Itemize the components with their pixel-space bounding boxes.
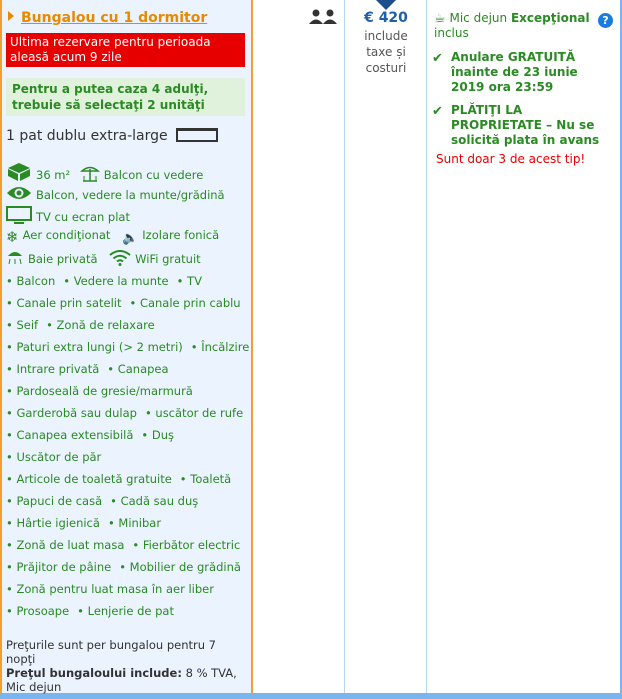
- double-bed-icon: [176, 128, 218, 142]
- bullet-icon: •: [77, 604, 88, 618]
- amenity-row: [6, 274, 210, 288]
- price-includes-value: 8 % TVA, Mic dejun: [6, 666, 237, 694]
- amenity-row: [6, 340, 257, 354]
- bullet-icon: •: [6, 604, 17, 618]
- amenity-label: Paturi extra lungi (> 2 metri): [16, 340, 183, 354]
- wifi-icon: [109, 250, 131, 266]
- snowflake-icon: ❄: [6, 228, 19, 246]
- amenity-label: Cadă sau duş: [120, 494, 199, 508]
- amenity-label: Minibar: [118, 516, 162, 530]
- amenity-row: [6, 538, 248, 552]
- room-title-link[interactable]: Bungalou cu 1 dormitor: [8, 10, 207, 26]
- amenity-label: Prăjitor de pâine: [16, 560, 112, 574]
- amenity-label: TV: [187, 274, 202, 288]
- amenity-label: Pardoseală de gresie/marmură: [16, 384, 193, 398]
- amenity-label: Hârtie igienică: [16, 516, 100, 530]
- amenity-label: Canale prin cablu: [139, 296, 241, 310]
- bullet-icon: •: [129, 296, 140, 310]
- amenity-label: Toaletă: [190, 472, 232, 486]
- amenity-item: [132, 538, 240, 552]
- amenity-row: [6, 450, 109, 464]
- amenity-label: Canale prin satelit: [16, 296, 122, 310]
- speaker-icon: 🔈: [122, 231, 139, 246]
- amenity-row: [6, 560, 249, 574]
- price-note: [6, 638, 246, 694]
- group-notice: Pentru a putea caza 4 adulţi, trebuie să selectaţi 2 unităţi: [6, 78, 245, 116]
- amenity-item: [107, 362, 168, 376]
- bullet-icon: •: [6, 582, 17, 596]
- amenity-item: [6, 538, 124, 552]
- amenity-item: [6, 274, 55, 288]
- amenity-label: uscător de rufe: [155, 406, 244, 420]
- amenity-item: [6, 384, 193, 398]
- two-adults-icon: [308, 9, 338, 25]
- bullet-icon: •: [6, 472, 17, 486]
- amenity-label: Lenjerie de pat: [87, 604, 174, 618]
- amenity-label: Papuci de casă: [16, 494, 103, 508]
- amenity-label: Prosoape: [16, 604, 70, 618]
- room-size-label: 36 m²: [36, 168, 71, 182]
- tv-label: TV cu ecran plat: [36, 210, 130, 224]
- balcony-view-icon: [80, 164, 100, 182]
- amenity-item: [180, 472, 231, 486]
- amenity-item: [110, 494, 198, 508]
- amenity-label: Canapea: [117, 362, 169, 376]
- bullet-icon: •: [107, 516, 119, 530]
- feature-row: [6, 206, 130, 224]
- amenity-item: [6, 494, 102, 508]
- amenity-item: [108, 516, 161, 530]
- price-note-text: Preţurile sunt per bungalou pentru 7 nopţi: [6, 638, 216, 666]
- ac-label: Aer condiţionat: [22, 228, 111, 242]
- amenity-label: Vedere la munte: [73, 274, 169, 288]
- amenity-row: [6, 604, 182, 618]
- expand-triangle-icon: [8, 11, 14, 21]
- bullet-icon: •: [6, 296, 17, 310]
- amenity-row: [6, 406, 251, 420]
- amenity-label: Zonă de luat masa: [16, 538, 125, 552]
- bullet-icon: •: [179, 472, 191, 486]
- shower-icon: [6, 250, 24, 266]
- amenity-row: [6, 582, 222, 596]
- amenity-label: Uscător de păr: [16, 450, 102, 464]
- amenity-row: [6, 472, 239, 486]
- bed-info: [6, 128, 218, 144]
- amenity-label: Încălzire: [201, 340, 250, 354]
- amenity-item: [6, 472, 172, 486]
- amenity-item: [6, 340, 183, 354]
- amenity-row: [6, 516, 169, 530]
- bullet-icon: •: [6, 274, 17, 288]
- view-eye-icon: [6, 184, 32, 202]
- amenity-item: [6, 406, 137, 420]
- bullet-icon: •: [144, 406, 156, 420]
- amenity-label: Mobilier de grădină: [129, 560, 241, 574]
- tv-icon: [6, 206, 32, 224]
- pay-at-property: PLĂTIŢI LA PROPRIETATE – Nu se solicită plata în avans: [451, 103, 600, 147]
- amenity-item: [6, 296, 121, 310]
- bullet-icon: •: [6, 538, 17, 552]
- amenity-item: [6, 450, 101, 464]
- price-amount: € 420: [364, 10, 408, 26]
- amenity-item: [177, 274, 202, 288]
- amenity-item: [145, 406, 243, 420]
- amenity-item: [6, 516, 100, 530]
- bullet-icon: •: [6, 362, 17, 376]
- amenity-item: [129, 296, 240, 310]
- bed-label: 1 pat dublu extra-large: [6, 128, 168, 144]
- bullet-icon: •: [6, 560, 17, 574]
- balcony-view-label: Balcon cu vedere: [103, 168, 204, 182]
- bullet-icon: •: [119, 560, 130, 574]
- bullet-icon: •: [132, 538, 143, 552]
- amenity-label: Seif: [16, 318, 39, 332]
- bullet-icon: •: [6, 494, 17, 508]
- bullet-icon: •: [6, 340, 17, 354]
- occupancy-cell: [253, 0, 345, 695]
- view-label: Balcon, vedere la munte/grădină: [36, 188, 225, 202]
- amenity-item: [141, 428, 174, 442]
- amenity-row: [6, 362, 177, 376]
- bathroom-label: Baie privată: [28, 252, 98, 266]
- price-taxes-note: include taxe și costuri: [364, 29, 408, 75]
- urgency-banner: Ultima rezervare pentru perioada aleasă acum 9 zile: [6, 33, 245, 67]
- breakfast-condition: ☕ Mic dejun Excepţional inclus: [434, 11, 590, 40]
- amenity-item: [119, 560, 241, 574]
- amenity-item: [63, 274, 168, 288]
- bullet-icon: •: [6, 384, 17, 398]
- bullet-icon: •: [63, 274, 74, 288]
- bullet-icon: •: [6, 428, 17, 442]
- checkmark-icon: ✔: [432, 51, 443, 66]
- bullet-icon: •: [6, 450, 17, 464]
- feature-row: [6, 184, 225, 202]
- amenity-label: Garderobă sau dulap: [16, 406, 137, 420]
- amenity-item: [191, 340, 249, 354]
- amenity-row: [6, 384, 201, 398]
- free-cancellation: Anulare GRATUITĂ înainte de 23 iunie 2019 ora 23:59: [451, 50, 578, 94]
- feature-row: [6, 228, 219, 246]
- amenity-label: Duş: [151, 428, 175, 442]
- bullet-icon: •: [6, 516, 17, 530]
- scarcity-message: Sunt doar 3 de acest tip!: [436, 152, 586, 166]
- amenity-item: [6, 318, 38, 332]
- bullet-icon: •: [110, 494, 121, 508]
- amenity-label: Canapea extensibilă: [16, 428, 134, 442]
- amenity-item: [46, 318, 155, 332]
- amenity-item: [6, 428, 133, 442]
- wifi-label: WiFi gratuit: [135, 252, 201, 266]
- bullet-icon: •: [141, 428, 152, 442]
- price-includes-label: Preţul bungaloului include:: [6, 666, 182, 680]
- soundproof-label: Izolare fonică: [142, 228, 220, 242]
- amenity-item: [6, 362, 99, 376]
- amenity-label: Balcon: [16, 274, 56, 288]
- selected-pointer-icon: [376, 0, 396, 10]
- amenity-label: Intrare privată: [16, 362, 100, 376]
- amenity-row: [6, 296, 249, 310]
- bullet-icon: •: [46, 318, 57, 332]
- bullet-icon: •: [6, 406, 17, 420]
- amenity-row: [6, 428, 182, 442]
- bullet-icon: •: [176, 274, 188, 288]
- amenity-item: [6, 604, 69, 618]
- coffee-cup-icon: ☕: [434, 11, 446, 26]
- amenity-row: [6, 494, 206, 508]
- bullet-icon: •: [190, 340, 202, 354]
- amenity-label: Articole de toaletă gratuite: [16, 472, 172, 486]
- feature-row: [6, 162, 203, 182]
- amenity-item: [6, 582, 214, 596]
- amenity-label: Zonă pentru luat masa în aer liber: [16, 582, 214, 596]
- amenity-label: Fierbător electric: [142, 538, 241, 552]
- amenity-item: [77, 604, 174, 618]
- help-icon[interactable]: ?: [598, 13, 613, 28]
- price-cell: [345, 0, 427, 695]
- amenity-row: [6, 318, 163, 332]
- room-size-icon: [6, 162, 32, 182]
- bullet-icon: •: [6, 318, 17, 332]
- feature-row: [6, 250, 201, 266]
- amenity-label: Zonă de relaxare: [56, 318, 155, 332]
- checkmark-icon: ✔: [432, 104, 443, 119]
- bullet-icon: •: [107, 362, 118, 376]
- amenity-item: [6, 560, 111, 574]
